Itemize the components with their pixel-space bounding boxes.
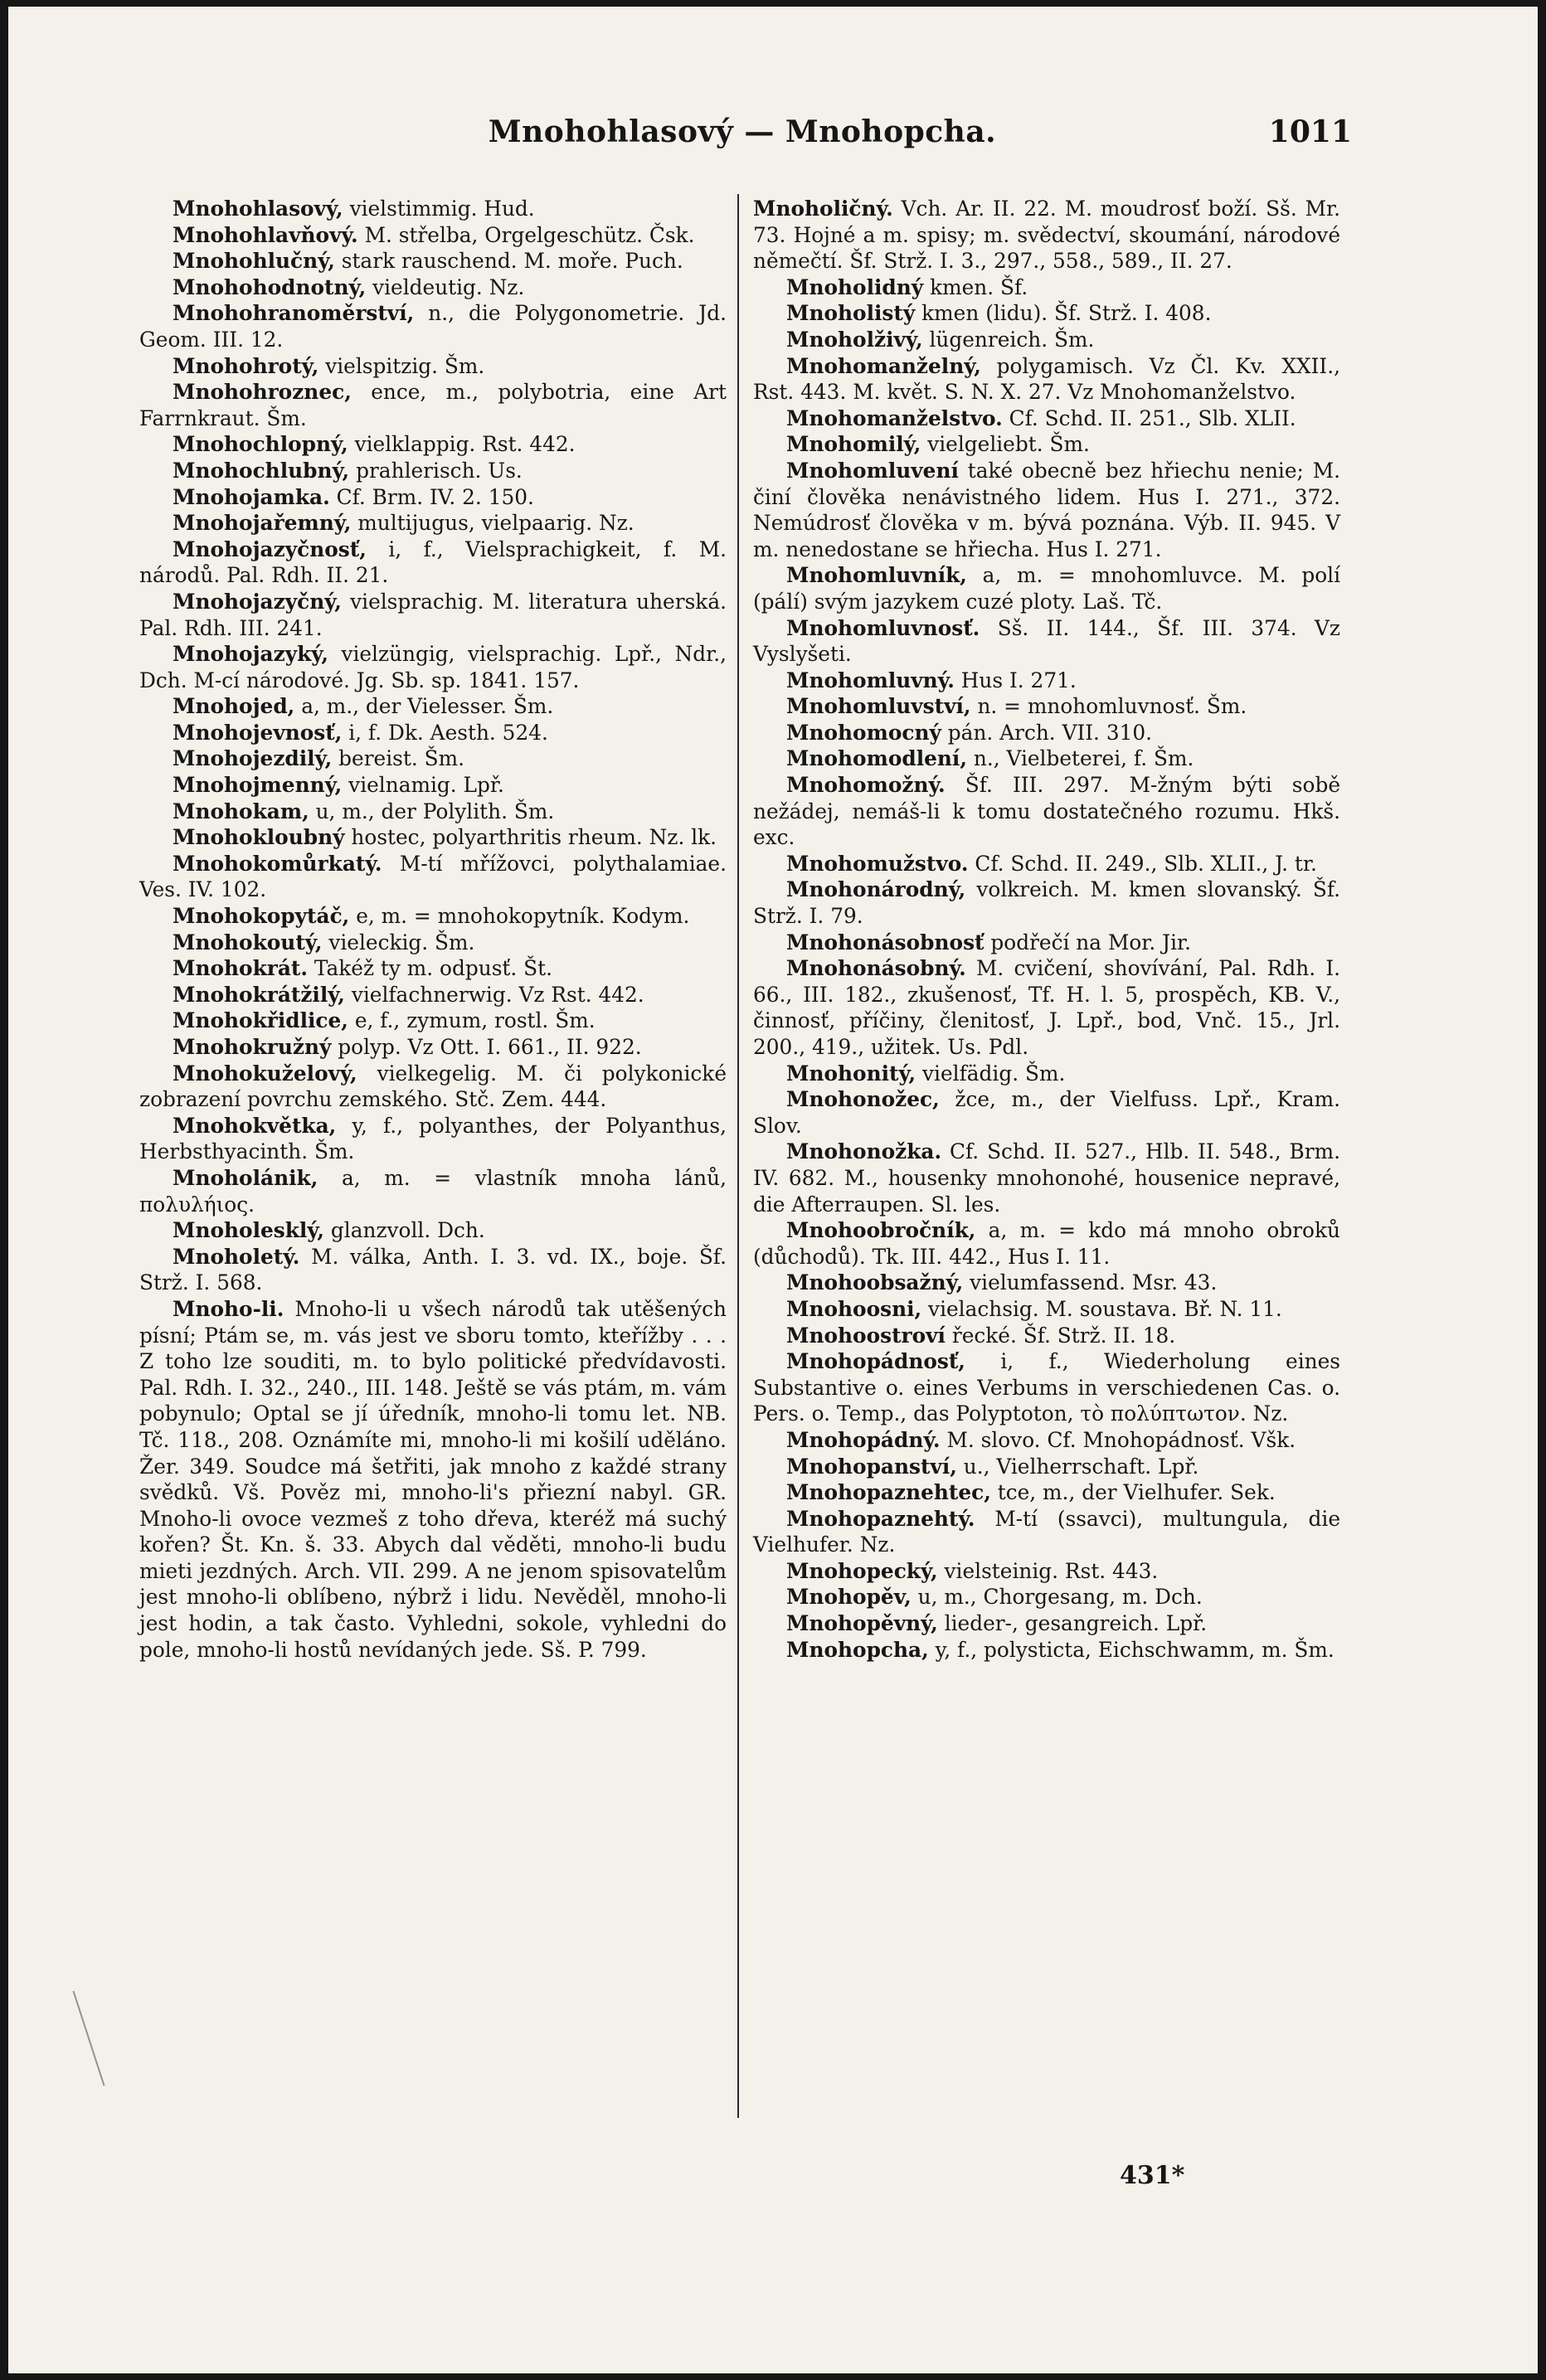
dictionary-entry	[753, 1506, 1340, 1558]
left-column	[139, 196, 727, 1663]
entry-definition: Takéž ty m. odpusť. Št.	[307, 956, 552, 981]
dictionary-entry	[139, 746, 727, 772]
dictionary-entry	[753, 1270, 1340, 1296]
entry-headword: Mnohopaznehtec,	[786, 1480, 991, 1505]
entry-definition: Sš. II. 144., Šf. III. 374. Vz Vyslyšeti.	[753, 615, 1340, 667]
entry-definition: také obecně bez hřiechu nenie; M. činí člověka nenávistného lidem. Hus I. 271., 372. Nemúdrosť člověka v m. bývá poznána. Výb. II. 945. V m. nenedostane se hřiecha. Hus I. 271.	[753, 458, 1340, 561]
entry-definition: prahlerisch. Us.	[349, 458, 523, 483]
entry-definition: podřečí na Mor. Jir.	[984, 930, 1192, 954]
dictionary-entry	[139, 431, 727, 458]
dictionary-entry	[753, 1610, 1340, 1637]
entry-headword: Mnohonásobný.	[786, 956, 966, 981]
dictionary-entry	[753, 693, 1340, 720]
dictionary-entry	[753, 1217, 1340, 1270]
entry-headword: Mnohochlopný,	[173, 432, 348, 457]
entry-headword: Mnohonožka.	[786, 1139, 942, 1164]
entry-headword: Mnohojed,	[173, 694, 295, 719]
entry-definition: vielklappig. Rst. 442.	[348, 432, 576, 457]
entry-headword: Mnohopádnosť,	[786, 1349, 965, 1374]
entry-headword: Mnohomužstvo.	[786, 851, 969, 876]
dictionary-entry	[139, 1113, 727, 1165]
dictionary-entry	[753, 562, 1340, 614]
entry-headword: Mnohomluvnosť.	[786, 615, 980, 640]
dictionary-entry	[753, 406, 1340, 432]
entry-definition: Cf. Schd. II. 251., Slb. XLII.	[1002, 406, 1296, 430]
dictionary-entry	[753, 851, 1340, 877]
dictionary-entry	[139, 589, 727, 641]
entry-definition: kmen. Šf.	[923, 274, 1028, 299]
entry-definition: glanzvoll. Dch.	[324, 1218, 485, 1243]
right-column	[753, 196, 1340, 1663]
entry-definition: Cf. Schd. II. 249., Slb. XLII., J. tr.	[968, 851, 1317, 876]
entry-headword: Mnohopaznehtý.	[786, 1506, 975, 1531]
entry-definition: ence, m., polybotria, eine Art Farrnkraut. Šm.	[139, 380, 727, 430]
entry-headword: Mnohopcha,	[786, 1637, 929, 1662]
entry-headword: Mnohokuželový,	[173, 1061, 357, 1086]
dictionary-entry	[753, 458, 1340, 562]
entry-definition: vieleckig. Šm.	[322, 930, 475, 954]
dictionary-entry	[753, 1061, 1340, 1087]
dictionary-entry	[139, 1008, 727, 1034]
entry-headword: Mnohojazyký,	[173, 642, 328, 667]
dictionary-entry	[139, 222, 727, 249]
dictionary-entry	[753, 720, 1340, 746]
entry-definition: i, f. Dk. Aesth. 524.	[342, 720, 548, 745]
dictionary-entry	[753, 274, 1340, 301]
dictionary-entry	[753, 431, 1340, 458]
dictionary-entry	[753, 1086, 1340, 1139]
dictionary-entry	[139, 720, 727, 746]
entry-definition: u., Vielherrschaft. Lpř.	[956, 1454, 1199, 1479]
dictionary-entry	[753, 300, 1340, 327]
entry-definition: vielfachnerwig. Vz Rst. 442.	[344, 982, 644, 1007]
dictionary-entry	[139, 300, 727, 352]
dictionary-entry	[139, 1165, 727, 1217]
entry-definition: n., Vielbeterei, f. Šm.	[966, 746, 1194, 771]
entry-definition: bereist. Šm.	[332, 746, 464, 771]
entry-definition: vielsteinig. Rst. 443.	[937, 1558, 1159, 1583]
page-number: 1011	[1268, 114, 1352, 149]
entry-definition: polyp. Vz Ott. I. 661., II. 922.	[331, 1035, 642, 1059]
dictionary-entry	[753, 1558, 1340, 1585]
dictionary-entry	[139, 930, 727, 956]
entry-headword: Mnohonitý,	[786, 1061, 916, 1086]
entry-headword: Mnohoostroví	[786, 1323, 946, 1348]
entry-headword: Mnohonásobnosť	[786, 930, 984, 954]
entry-definition: a, m. = mnohomluvce. M. polí (pálí) svým jazykem cuzé ploty. Laš. Tč.	[753, 563, 1340, 614]
entry-headword: Mnohomluvný.	[786, 668, 955, 692]
entry-definition: y, f., polysticta, Eichschwamm, m. Šm.	[928, 1637, 1335, 1662]
entry-definition: Cf. Schd. II. 527., Hlb. II. 548., Brm. IV. 682. M., housenky mnohonohé, housenice nepravé, die Afterraupen. Sl. les.	[753, 1139, 1340, 1217]
entry-headword: Mnohohrotý,	[173, 353, 319, 378]
entry-headword: Mnohohlučný,	[173, 249, 335, 274]
entry-definition: hostec, polyarthritis rheum. Nz. lk.	[344, 825, 717, 850]
entry-headword: Mnohochlubný,	[173, 458, 350, 483]
entry-definition: u, m., der Polylith. Šm.	[309, 799, 555, 823]
entry-headword: Mnoholetý.	[173, 1244, 300, 1269]
entry-definition: žce, m., der Vielfuss. Lpř., Kram. Slov.	[753, 1087, 1340, 1138]
entry-definition: vielachsig. M. soustava. Bř. N. 11.	[921, 1296, 1282, 1321]
entry-definition: vielgeliebt. Šm.	[921, 432, 1090, 457]
entry-definition: pán. Arch. VII. 310.	[941, 720, 1153, 745]
entry-headword: Mnohopěvný,	[786, 1611, 938, 1636]
entry-headword: Mnohopanství,	[786, 1454, 957, 1479]
dictionary-entry	[753, 1323, 1340, 1349]
signature-mark: 431*	[1120, 2161, 1185, 2190]
dictionary-entry	[753, 1584, 1340, 1610]
dictionary-entry	[753, 1348, 1340, 1427]
entry-definition: tce, m., der Vielhufer. Sek.	[990, 1480, 1276, 1505]
entry-definition: Mnoho-li u všech národů tak utěšených písní; Ptám se, m. vás jest ve sboru tomto, kteřížby . . . Z toho lze souditi, m. to bylo politické předvídavosti. Pal. Rdh. I. 32., 240., III. 148. Ještě se vás ptám, m. vám pobynulo; Optal se jí úředník, mnoho-li tomu let. NB. Tč. 118., 208. Oznámíte mi, mnoho-li mi košilí uděláno. Žer. 349. Soudce má šetřiti, jak mnoho z každé strany svědků. Vš. Pověz mi, mnoho-li's přiezní nabyl. GR. Mnoho-li ovoce vezmeš z toho dřeva, kteréž má suchý kořen? Št. Kn. š. 33. Abych dal věděti, mnoho-li budu mieti jezdných. Arch. VII. 299. A ne jenom spisovatelům jest mnoho-li oblíbeno, nýbrž i lidu. Nevěděl, mnoho-li jest hodin, a tak často. Vyhledni, sokole, vyhledni do pole, mnoho-li hostů nevídaných jede. Sš. P. 799.	[139, 1296, 727, 1662]
dictionary-entry	[139, 1296, 727, 1663]
dictionary-entry	[753, 955, 1340, 1060]
dictionary-entry	[753, 1139, 1340, 1217]
dictionary-entry	[139, 1217, 727, 1244]
dictionary-entry	[753, 877, 1340, 929]
entry-headword: Mnohomilý,	[786, 432, 921, 457]
entry-headword: Mnohohroznec,	[173, 380, 352, 405]
entry-definition: y, f., polyanthes, der Polyanthus, Herbsthyacinth. Šm.	[139, 1113, 727, 1164]
dictionary-entry	[139, 274, 727, 301]
entry-definition: i, f., Vielsprachigkeit, f. M. národů. Pal. Rdh. II. 21.	[139, 537, 727, 588]
entry-definition: kmen (lidu). Šf. Strž. I. 408.	[915, 301, 1212, 326]
entry-definition: vielstimmig. Hud.	[343, 197, 535, 221]
entry-headword: Mnohojazyčnosť,	[173, 537, 367, 561]
entry-headword: Mnohomluvení	[786, 458, 959, 483]
entry-definition: M. válka, Anth. I. 3. vd. IX., boje. Šf. Strž. I. 568.	[139, 1244, 727, 1295]
dictionary-entry	[139, 196, 727, 222]
entry-headword: Mnohomožný.	[786, 773, 946, 798]
entry-headword: Mnohokvětka,	[173, 1113, 337, 1138]
entry-definition: polygamisch. Vz Čl. Kv. XXII., Rst. 443. M. květ. S. N. X. 27. Vz Mnohomanželstvo.	[753, 353, 1340, 405]
entry-headword: Mnoholživý,	[786, 327, 923, 352]
dictionary-page	[8, 7, 1538, 2373]
entry-definition: Hus I. 271.	[954, 668, 1077, 692]
dictionary-entry	[139, 1034, 727, 1061]
dictionary-entry	[753, 772, 1340, 851]
entry-definition: e, f., zymum, rostl. Šm.	[348, 1008, 596, 1033]
entry-definition: lügenreich. Šm.	[922, 327, 1095, 352]
entry-headword: Mnohoobročník,	[786, 1218, 976, 1243]
dictionary-entry	[139, 1061, 727, 1113]
dictionary-entry	[753, 1637, 1340, 1664]
entry-definition: vielumfassend. Msr. 43.	[963, 1270, 1218, 1295]
entry-definition: vieldeutig. Nz.	[366, 274, 525, 299]
entry-definition: n., die Polygonometrie. Jd. Geom. III. 12.	[139, 301, 727, 352]
entry-headword: Mnohohlasový,	[173, 197, 343, 221]
entry-headword: Mnohopecký,	[786, 1558, 938, 1583]
dictionary-entry	[139, 641, 727, 693]
entry-headword: Mnohopádný.	[786, 1427, 941, 1452]
entry-headword: Mnohokopytáč,	[173, 904, 350, 929]
entry-headword: Mnohohranoměrství,	[173, 301, 415, 326]
dictionary-entry	[139, 537, 727, 589]
entry-definition: volkreich. M. kmen slovanský. Šf. Strž. I. 79.	[753, 877, 1340, 929]
entry-headword: Mnohonárodný,	[786, 877, 966, 902]
dictionary-entry	[139, 693, 727, 720]
entry-headword: Mnohokomůrkatý.	[173, 851, 382, 876]
dictionary-entry	[753, 615, 1340, 668]
entry-definition: a, m. = kdo má mnoho obroků (důchodů). Tk. III. 442., Hus I. 11.	[753, 1218, 1340, 1269]
entry-definition: Vch. Ar. II. 22. M. moudrosť boží. Sš. Mr. 73. Hojné a m. spisy; m. svědectví, skoumání, národové němečtí. Šf. Strž. I. 3., 297., 558., 589., II. 27.	[753, 197, 1340, 274]
entry-definition: vielnamig. Lpř.	[342, 773, 504, 798]
entry-definition: e, m. = mnohokopytník. Kodym.	[349, 904, 690, 929]
entry-headword: Mnohokřidlice,	[173, 1008, 348, 1033]
entry-definition: M-tí (ssavci), multungula, die Vielhufer. Nz.	[753, 1506, 1340, 1557]
entry-headword: Mnohokružný	[173, 1035, 332, 1059]
entry-headword: Mnohokam,	[173, 799, 309, 823]
page-title: Mnohohlasový — Mnohopcha.	[488, 114, 997, 149]
entry-headword: Mnoho-li.	[173, 1296, 284, 1321]
entry-headword: Mnohojevnosť,	[173, 720, 343, 745]
entry-definition: M. střelba, Orgelgeschütz. Čsk.	[357, 222, 695, 247]
entry-headword: Mnohoobsažný,	[786, 1270, 964, 1295]
entry-headword: Mnohomanželstvo.	[786, 406, 1003, 430]
entry-definition: multijugus, vielpaarig. Nz.	[351, 511, 634, 536]
entry-headword: Mnohomluvník,	[786, 563, 967, 588]
entry-headword: Mnohopěv,	[786, 1585, 912, 1610]
entry-definition: M. slovo. Cf. Mnohopádnosť. Všk.	[940, 1427, 1296, 1452]
dictionary-entry	[753, 746, 1340, 772]
dictionary-entry	[139, 982, 727, 1008]
entry-headword: Mnohokoutý,	[173, 930, 323, 954]
entry-definition: u, m., Chorgesang, m. Dch.	[911, 1585, 1203, 1610]
entry-headword: Mnohomanželný,	[786, 353, 981, 378]
dictionary-entry	[753, 196, 1340, 274]
dictionary-entry	[753, 1427, 1340, 1454]
entry-headword: Mnohoosni,	[786, 1296, 922, 1321]
entry-definition: a, m., der Vielesser. Šm.	[294, 694, 554, 719]
entry-headword: Mnohojazyčný,	[173, 589, 342, 614]
entry-definition: Cf. Brm. IV. 2. 150.	[329, 484, 534, 509]
entry-definition: Šf. III. 297. M-žným býti sobě nežádej, nemáš-li k tomu dostatečného rozumu. Hkš. exc.	[753, 773, 1340, 850]
dictionary-entry	[753, 353, 1340, 406]
entry-definition: vielzüngig, vielsprachig. Lpř., Ndr., Dch. M-cí národové. Jg. Sb. sp. 1841. 157.	[139, 642, 727, 692]
dictionary-entry	[753, 930, 1340, 956]
entry-definition: stark rauschend. M. moře. Puch.	[334, 249, 683, 274]
entry-headword: Mnohokrát.	[173, 956, 308, 981]
dictionary-entry	[753, 668, 1340, 694]
entry-headword: Mnohojezdilý,	[173, 746, 333, 771]
entry-headword: Mnohomocný	[786, 720, 941, 745]
entry-headword: Mnohojařemný,	[173, 511, 352, 536]
entry-definition: n. = mnohomluvnosť. Šm.	[970, 694, 1247, 719]
dictionary-entry	[139, 484, 727, 511]
dictionary-entry	[139, 851, 727, 903]
margin-pen-mark	[73, 1991, 105, 2086]
entry-headword: Mnoholistý	[786, 301, 916, 326]
column-divider	[737, 194, 739, 2118]
dictionary-entry	[753, 1479, 1340, 1506]
dictionary-entry	[139, 799, 727, 825]
entry-definition: i, f., Wiederholung eines Substantive o. eines Verbums in verschiedenen Cas. o. Pers. o. Temp., das Polyptoton, τὸ πολύπτωτον. Nz.	[753, 1349, 1340, 1426]
dictionary-entry	[139, 458, 727, 484]
entry-headword: Mnohojamka.	[173, 484, 330, 509]
entry-definition: vielspitzig. Šm.	[318, 353, 485, 378]
entry-definition: M-tí mřížovci, polythalamiae. Ves. IV. 102.	[139, 851, 727, 902]
entry-definition: vielkegelig. M. či polykonické zobrazení povrchu zemského. Stč. Zem. 444.	[139, 1061, 727, 1112]
dictionary-entry	[139, 903, 727, 930]
dictionary-entry	[139, 1244, 727, 1296]
entry-headword: Mnoholičný.	[753, 197, 893, 221]
entry-headword: Mnoholidný	[786, 274, 924, 299]
entry-headword: Mnoholesklý,	[173, 1218, 325, 1243]
dictionary-entry	[139, 248, 727, 274]
entry-definition: řecké. Šf. Strž. II. 18.	[945, 1323, 1176, 1348]
entry-definition: a, m. = vlastník mnoha lánů, πολυλήιος.	[139, 1165, 727, 1217]
running-header	[133, 114, 1352, 164]
entry-definition: vielfädig. Šm.	[916, 1061, 1066, 1086]
dictionary-entry	[753, 327, 1340, 353]
entry-headword: Mnohokrátžilý,	[173, 982, 345, 1007]
entry-headword: Mnohohodnotný,	[173, 274, 367, 299]
dictionary-entry	[753, 1296, 1340, 1323]
entry-headword: Mnoholánik,	[173, 1165, 318, 1190]
dictionary-entry	[139, 772, 727, 799]
entry-headword: Mnohokloubný	[173, 825, 345, 850]
entry-headword: Mnohomluvství,	[786, 694, 971, 719]
dictionary-entry	[139, 510, 727, 537]
entry-headword: Mnohohlavňový.	[173, 222, 358, 247]
dictionary-entry	[139, 824, 727, 851]
entry-definition: lieder-, gesangreich. Lpř.	[937, 1611, 1208, 1636]
dictionary-entry	[139, 955, 727, 982]
dictionary-entry	[139, 379, 727, 431]
dictionary-entry	[753, 1454, 1340, 1480]
dictionary-entry	[139, 353, 727, 380]
entry-headword: Mnohomodlení,	[786, 746, 967, 771]
entry-headword: Mnohojmenný,	[173, 773, 343, 798]
entry-definition: vielsprachig. M. literatura uherská. Pal. Rdh. III. 241.	[139, 589, 727, 640]
entry-headword: Mnohonožec,	[786, 1087, 940, 1112]
entry-definition: M. cvičení, shovívání, Pal. Rdh. I. 66., III. 182., zkušenosť, Tf. H. l. 5, prospěch, KB. V., činnosť, příčiny, členitosť, J. Lpř., bod, Vnč. 15., Jrl. 200., 419., užitek. Us. Pdl.	[753, 956, 1340, 1059]
